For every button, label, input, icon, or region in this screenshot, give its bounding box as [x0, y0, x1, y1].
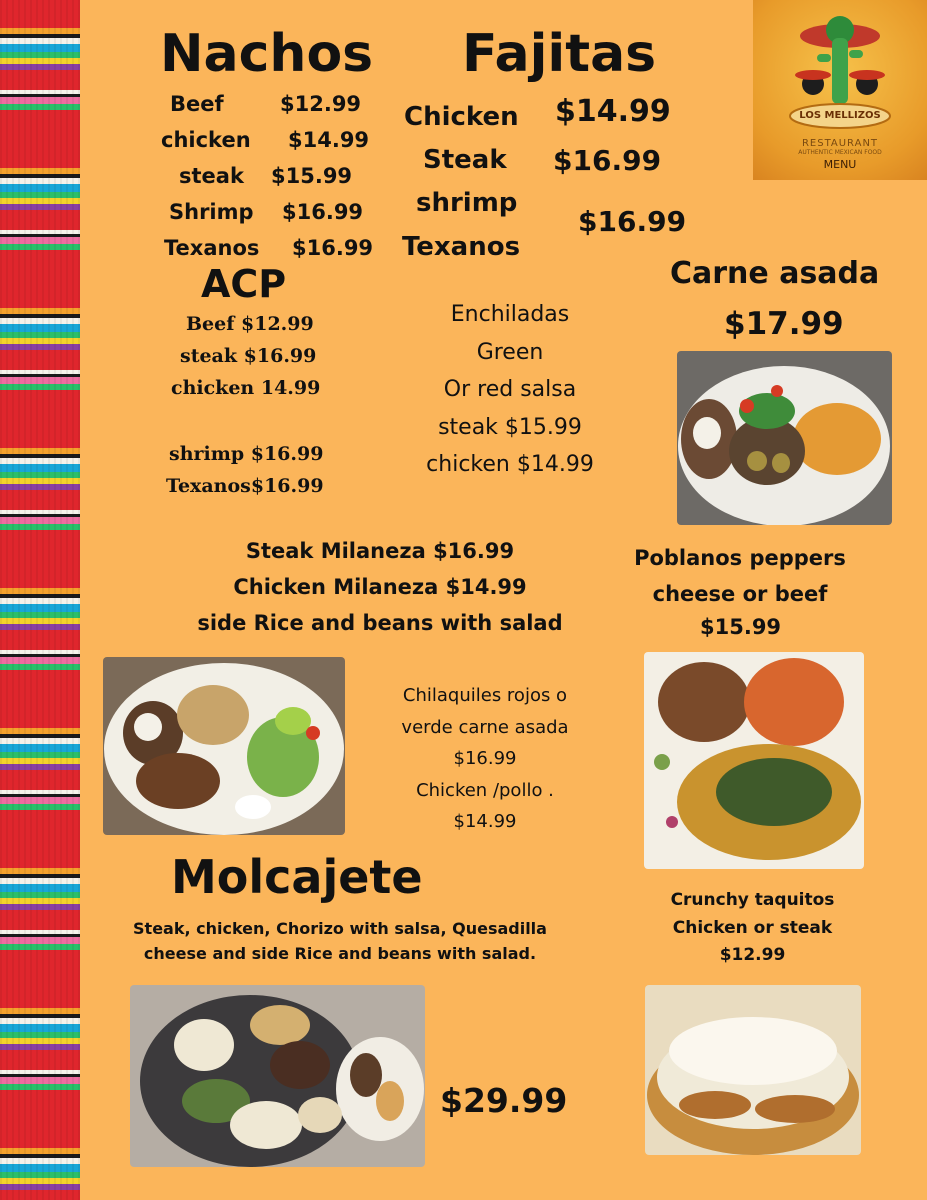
poblanos-line: Poblanos peppers — [634, 546, 846, 570]
chilaquiles-line: $14.99 — [453, 811, 517, 832]
chilaquiles-line: $16.99 — [453, 748, 517, 769]
milaneza-photo — [103, 657, 345, 835]
nachos-item-price: $16.99 — [292, 236, 374, 260]
carne-asada-photo — [677, 351, 892, 525]
enchiladas-block — [400, 296, 620, 484]
enchiladas-line: Or red salsa — [443, 377, 577, 402]
taquitos-line: Crunchy taquitos — [670, 890, 835, 910]
acp-item: Beef $12.99 — [186, 313, 314, 335]
nachos-item-name: chicken — [161, 128, 251, 152]
molcajete-photo — [130, 985, 425, 1167]
taquitos-line: $12.99 — [719, 945, 786, 965]
logo-tagline: AUTHENTIC MEXICAN FOOD — [798, 149, 882, 156]
molcajete-title: Molcajete — [171, 850, 423, 904]
fajitas-item-price: $14.99 — [555, 94, 671, 129]
acp-title: ACP — [201, 262, 287, 306]
logo-subtitle: RESTAURANT — [801, 138, 879, 149]
fajitas-item-name: shrimp — [416, 188, 518, 218]
poblanos-block — [612, 540, 868, 612]
fajitas-item-name: Steak — [423, 145, 507, 175]
acp-item: steak $16.99 — [180, 345, 317, 367]
acp-item: Texanos$16.99 — [166, 475, 324, 497]
chilaquiles-line: Chicken /pollo . — [416, 779, 554, 801]
milaneza-line: side Rice and beans with salad — [197, 611, 563, 635]
milaneza-block — [150, 533, 610, 641]
fajitas-title: Fajitas — [462, 24, 657, 84]
enchiladas-line: Enchiladas — [450, 302, 570, 327]
milaneza-line: Steak Milaneza $16.99 — [245, 539, 515, 563]
taquitos-line: Chicken or steak — [672, 917, 833, 938]
enchiladas-line: Green — [476, 339, 544, 365]
nachos-item-price: $16.99 — [282, 200, 364, 224]
poblanos-photo — [644, 652, 864, 869]
nachos-item-price: $12.99 — [280, 92, 362, 116]
molcajete-price: $29.99 — [440, 1081, 568, 1120]
fajitas-item-price: $16.99 — [578, 205, 687, 238]
nachos-title: Nachos — [160, 24, 374, 84]
fajitas-item-name: Texanos — [402, 232, 521, 262]
milaneza-line: Chicken Milaneza $14.99 — [233, 575, 527, 599]
chilaquiles-block — [382, 680, 588, 838]
nachos-item-name: steak — [179, 164, 244, 188]
molcajete-line: cheese and side Rice and beans with salad. — [143, 944, 537, 963]
molcajete-description — [100, 916, 580, 966]
nachos-item-price: $14.99 — [288, 128, 370, 152]
poblanos-line: cheese or beef — [652, 582, 828, 606]
taquitos-block — [640, 887, 865, 970]
enchiladas-line: steak $15.99 — [438, 414, 582, 440]
carne-asada-price: $17.99 — [724, 306, 844, 342]
acp-item: chicken 14.99 — [171, 377, 321, 399]
logo-name: LOS MELLIZOS — [799, 110, 881, 121]
fajitas-item-price: $16.99 — [553, 144, 662, 177]
nachos-item-name: Texanos — [164, 236, 260, 260]
fajitas-item-name: Chicken — [404, 102, 519, 132]
taquitos-photo — [645, 985, 861, 1155]
restaurant-logo — [753, 0, 927, 180]
nachos-item-name: Beef — [170, 92, 224, 116]
poblanos-price: $15.99 — [700, 615, 782, 639]
chilaquiles-line: Chilaquiles rojos o — [402, 685, 568, 706]
carne-asada-title: Carne asada — [670, 256, 880, 291]
enchiladas-line: chicken $14.99 — [426, 452, 594, 477]
molcajete-line: Steak, chicken, Chorizo with salsa, Quesadilla — [133, 919, 547, 938]
logo-menu-label: MENU — [823, 158, 857, 171]
acp-item: shrimp $16.99 — [169, 443, 324, 465]
nachos-item-price: $15.99 — [271, 164, 353, 188]
serape-border — [0, 0, 80, 1200]
nachos-item-name: Shrimp — [169, 200, 254, 224]
chilaquiles-line: verde carne asada — [401, 716, 569, 738]
